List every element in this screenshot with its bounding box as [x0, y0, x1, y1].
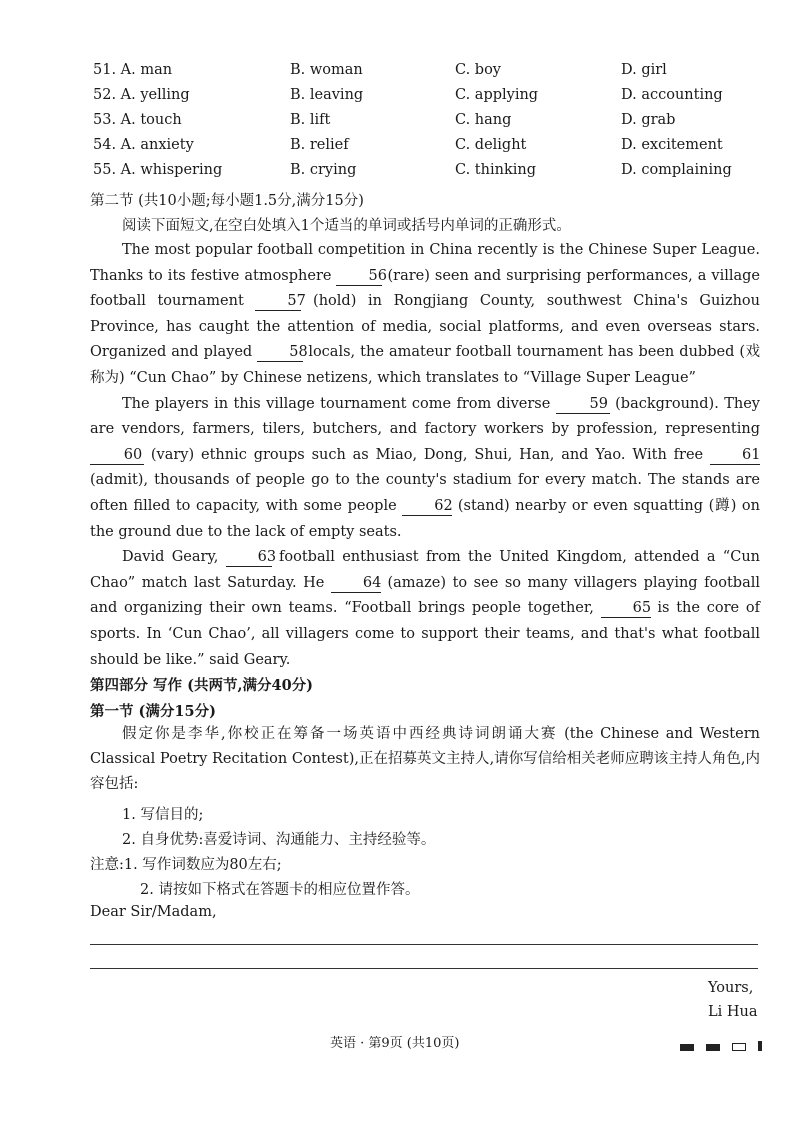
writing-prompt: 假定你是李华,你校正在筹备一场英语中西经典诗词朗诵大赛 (the Chinese and Western Classical Poetry Recitation Contest),正在招募英文主持人,请你写信给相关老师应聘该主持人角色,内容包括: — [90, 726, 760, 792]
option: C. delight — [455, 137, 527, 153]
paragraph-3: David Geary, 63 football enthusiast from the United Kingdom, attended a “Cun Chao” match last Saturday. He 64 (amaze) to see so many villagers playing football and organizing their own teams. “Football brings people together, 65 is the core of sports. In ‘Cun Chao’, all villagers come to support their teams, and that's what football should be like.” said Geary. — [90, 549, 760, 668]
paragraph-2: The players in this village tournament come from diverse 59 (background). They are vendors, farmers, tilers, butchers, and factory workers by profession, representing 60 (vary) ethnic groups such as Miao, Dong, Shui, Han, and Yao. With free 61 (admit), thousands of people go to the county's stadium for every match. The stands are often filled to capacity, with some people 62 (stand) nearby or even squatting (蹲) on the ground due to the lack of empty seats. — [90, 395, 761, 540]
blank-61: 61 — [710, 446, 760, 465]
option: 55. A. whispering — [93, 162, 223, 178]
option: D. girl — [621, 62, 667, 78]
option-row-54 — [93, 137, 773, 162]
option-row-52 — [93, 87, 773, 112]
option: 52. A. yelling — [93, 87, 190, 103]
option-row-53 — [93, 112, 773, 137]
option: B. crying — [290, 162, 357, 178]
part4-heading: 第四部分 写作 (共两节,满分40分) — [90, 677, 314, 694]
blank-63: 63 — [226, 548, 272, 567]
option: C. applying — [455, 87, 539, 103]
option: 51. A. man — [93, 62, 173, 78]
option: D. complaining — [621, 162, 732, 178]
option: B. relief — [290, 137, 349, 153]
closing: Yours, — [708, 980, 754, 996]
blank-62: 62 — [402, 497, 452, 516]
option: D. excitement — [621, 137, 723, 153]
cloze-passage — [90, 238, 760, 673]
filled-mark-icon — [706, 1044, 720, 1051]
section2-heading: 第二节 (共10小题;每小题1.5分,满分15分) — [90, 193, 364, 209]
scan-marks — [680, 1036, 762, 1055]
blank-58: 58 — [257, 343, 303, 362]
blank-65: 65 — [601, 599, 651, 618]
filled-mark-icon — [680, 1044, 694, 1051]
option-row-55 — [93, 162, 773, 187]
blank-59: 59 — [556, 395, 610, 414]
signature: Li Hua — [708, 1004, 758, 1020]
option: C. boy — [455, 62, 501, 78]
filled-mark-icon — [758, 1041, 762, 1051]
salutation: Dear Sir/Madam, — [90, 904, 217, 920]
paragraph-1: The most popular football competition in China recently is the Chinese Super League. Thanks to its festive atmosphere 56 (rare) seen and surprising performances, a village football tournament 57 (hold) in Rongjiang County, southwest China's Guizhou Province, has caught the attention of media, social platforms, and even overseas stars. Organized and played 58 locals, the amateur football tournament has been dubbed (戏称为) “Cun Chao” by Chinese netizens, which translates to “Village Super League” — [90, 242, 761, 386]
section2-instruction: 阅读下面短文,在空白处填入1个适当的单词或括号内单词的正确形式。 — [122, 218, 571, 234]
blank-64: 64 — [331, 574, 381, 593]
option-row-51 — [93, 62, 773, 87]
empty-mark-icon — [732, 1043, 746, 1051]
answer-options — [93, 62, 773, 187]
writing-line — [90, 944, 758, 945]
writing-section1-heading: 第一节 (满分15分) — [90, 703, 216, 720]
option: B. lift — [290, 112, 331, 128]
page-footer: 英语 · 第9页 (共10页) — [330, 1036, 460, 1051]
option: B. woman — [290, 62, 363, 78]
option: 54. A. anxiety — [93, 137, 194, 153]
requirement-1: 1. 写信目的; — [122, 807, 204, 823]
blank-60: 60 — [90, 446, 144, 465]
option: C. thinking — [455, 162, 536, 178]
note-2: 2. 请按如下格式在答题卡的相应位置作答。 — [140, 882, 420, 898]
option: B. leaving — [290, 87, 364, 103]
requirement-2: 2. 自身优势:喜爱诗词、沟通能力、主持经验等。 — [122, 832, 436, 848]
blank-56: 56 — [336, 267, 382, 286]
note-1: 注意:1. 写作词数应为80左右; — [90, 857, 282, 873]
option: C. hang — [455, 112, 512, 128]
writing-line — [90, 968, 758, 969]
blank-57: 57 — [255, 292, 301, 311]
option: 53. A. touch — [93, 112, 182, 128]
option: D. accounting — [621, 87, 723, 103]
option: D. grab — [621, 112, 676, 128]
